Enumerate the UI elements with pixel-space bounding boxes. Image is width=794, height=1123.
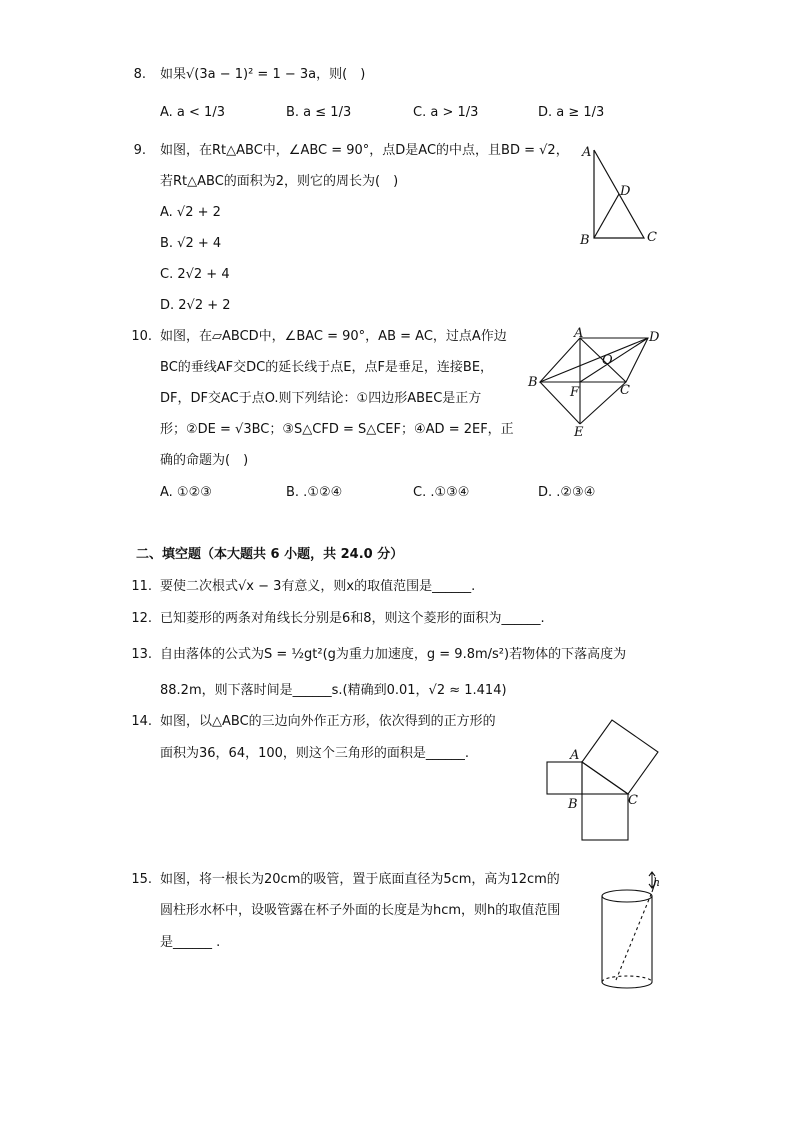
label-c: C [647,230,657,245]
question-text-line2: 圆柱形水杯中，设吸管露在杯子外面的长度是为hcm，则h的取值范围 [160,903,561,918]
question-text-line1: 自由落体的公式为S = ½gt²(g为重力加速度，g = 9.8m/s²)若物体的下落高度为 [160,647,627,662]
option-a: A. a < 1/3 [160,105,225,120]
label-a: A [570,748,580,763]
option-d: D. a ≥ 1/3 [538,105,605,120]
option-b: B. .①②④ [286,485,343,500]
question-number: 15. [131,872,152,887]
question-number: 8. [133,67,146,82]
label-b: B [568,797,578,812]
question-text-line1: 如图，将一根长为20cm的吸管，置于底面直径为5cm，高为12cm的 [160,872,560,887]
question-number: 9. [133,143,146,158]
question-number: 11. [131,579,152,594]
option-a: A. √2 + 2 [160,205,221,220]
question-number: 13. [131,647,152,662]
option-b: B. √2 + 4 [160,236,222,251]
label-h: h [653,876,661,889]
triangle-figure [570,140,670,250]
label-c: C [628,793,638,808]
option-c: C. .①③④ [413,485,470,500]
label-c: C [620,383,630,398]
cylinder-figure [594,866,666,998]
question-number: 14. [131,714,152,729]
section-heading: 二、填空题（本大题共 6 小题，共 24.0 分） [136,547,404,562]
label-a: A [574,326,584,341]
question-text-line5: 确的命题为( ) [160,453,249,468]
question-text: 已知菱形的两条对角线长分别是6和8，则这个菱形的面积为______. [160,611,545,626]
label-b: B [580,233,590,248]
question-text-line1: 如图，在▱ABCD中，∠BAC = 90°，AB = AC，过点A作边 [160,329,507,344]
question-number: 12. [131,611,152,626]
question-text-line3: 是______ . [160,935,221,950]
question-text-line1: 如图，以△ABC的三边向外作正方形，依次得到的正方形的 [160,714,496,729]
option-d: D. .②③④ [538,485,596,500]
question-text: 如果√(3a − 1)² = 1 − 3a，则( ) [160,67,366,82]
label-f: F [570,385,580,400]
label-a: A [582,145,592,160]
option-b: B. a ≤ 1/3 [286,105,352,120]
parallelogram-figure [524,326,664,438]
question-text-line2: 88.2m，则下落时间是______s.(精确到0.01，√2 ≈ 1.414) [160,683,507,698]
question-text-line3: DF，DF交AC于点O.则下列结论：①四边形ABEC是正方 [160,391,482,406]
option-d: D. 2√2 + 2 [160,298,231,313]
question-text-line1: 如图，在Rt△ABC中，∠ABC = 90°，点D是AC的中点，且BD = √2， [160,143,569,158]
question-text-line2: 若Rt△ABC的面积为2，则它的周长为( ) [160,174,399,189]
question-text-line2: 面积为36，64，100，则这个三角形的面积是______. [160,746,470,761]
label-o: O [602,353,613,368]
option-c: C. a > 1/3 [413,105,479,120]
label-b: B [528,375,538,390]
label-d: D [649,330,660,345]
question-text-line4: 形；②DE = √3BC；③S△CFD = S△CEF；④AD = 2EF，正 [160,422,514,437]
question-text-line2: BC的垂线AF交DC的延长线于点E，点F是垂足，连接BE， [160,360,494,375]
label-e: E [574,425,584,438]
option-c: C. 2√2 + 4 [160,267,230,282]
question-text: 要使二次根式√x − 3有意义，则x的取值范围是______. [160,579,476,594]
label-d: D [620,184,631,199]
option-a: A. ①②③ [160,485,212,500]
question-number: 10. [131,329,152,344]
squares-figure [540,712,668,842]
